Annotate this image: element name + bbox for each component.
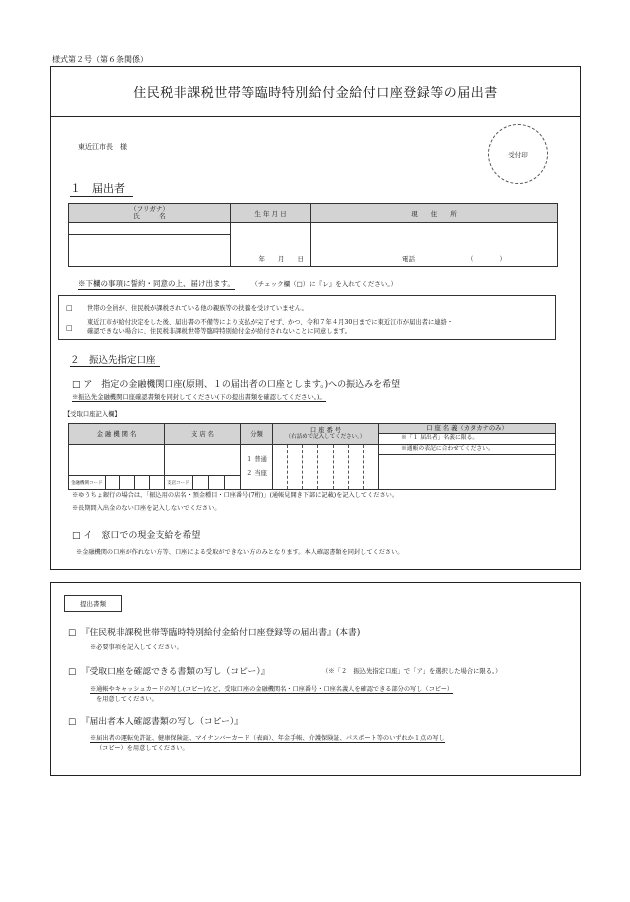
pledge1-text: 世帯の全員が、住民税が課税されている他の親族等の扶養を受けていません。 [87,305,308,312]
form-number: 様式第２号（第６条関係） [52,55,148,64]
phone-paren: （ ） [467,255,507,263]
yucho-note: ※ゆうちょ銀行の場合は、「振込用の店名・預金種目・口座番号(7桁)」(通帳見開き下部に記載)を記入してください。 [72,492,399,499]
account-digit-box[interactable] [317,445,332,489]
bank-code-box[interactable] [149,476,164,489]
doc1-note: ※必要事項を記入してください。 [90,644,183,651]
holder-note1: ※「１ 届出者」名義に限る。 [379,434,555,444]
branch-header: 支 店 名 [165,424,241,445]
branch-code-box[interactable] [224,476,240,489]
type-ordinary[interactable]: １ 普通 [246,455,267,463]
dormant-note: ※長期間入出金のない口座を記入しないでください。 [72,505,221,512]
doc2-condition: （※「２ 振込先指定口座」で「ア」を選択した場合に限る。） [322,668,502,675]
account-hint: （右詰めで記入してください。） [285,434,366,441]
furigana-field[interactable] [69,223,231,235]
furigana-label: （フリガナ） [130,204,169,213]
type-field[interactable] [241,444,273,489]
bank-code-box[interactable] [105,476,120,489]
bank-section-label: 【受取口座記入欄】 [64,411,121,418]
pledge1-checkbox[interactable]: □ [66,304,73,312]
doc3-note [90,733,445,752]
reception-stamp-label: 受付印 [508,151,528,159]
doc2-note-line1: ※通帳やキャッシュカードの写し(コピー)など、受取口座の金融機関名・口座番号・口座名義人を確認できる部分の写し（コピー） [90,686,454,693]
holder-field[interactable] [379,444,556,489]
documents-label: 提出書類 [64,595,122,612]
bank-account-table [68,423,556,490]
doc1-title[interactable]: □ 『住民税非課税世帯等臨時特別給付金給付口座登録等の届出書』(本書) [68,628,361,638]
doc2-title[interactable]: □ 『受取口座を確認できる書類の写し（コピー）』 [68,667,270,677]
pledge2-checkbox[interactable]: □ [66,324,73,332]
type-header: 分類 [241,424,273,445]
branch-field[interactable] [165,444,241,489]
bank-name-field[interactable] [69,444,165,489]
account-number-field[interactable] [273,444,379,489]
account-number-label: 口 座 番 号 [309,426,342,434]
pledge2-text [87,318,555,336]
bank-code-label: 金融機関コード [71,480,103,486]
bank-code-box[interactable] [134,476,149,489]
pledge2-line2: 確認できない場合に、住民税非課税世帯等臨時特別給付金が給付されないことに同意します。 [87,328,351,336]
name-label: 氏 名 [133,212,166,220]
doc2-note [90,684,453,703]
pledge2-line1: 東近江市が給付決定をした後、届出書の不備等により支払が完了せず、かつ、令和７年４月30日までに東近江市が届出者に連絡・ [87,319,454,326]
account-digit-box[interactable] [363,445,378,489]
holder-label: 口 座 名 義（カタカナのみ） [379,424,555,434]
account-digit-cells [273,445,378,489]
holder-header [379,424,556,445]
doc3-note-line1: ※届出者の運転免許証、健康保険証、マイナンバーカード（表面）、年金手帳、介護保険証、パスポート等のいずれか１点の写し [90,735,445,742]
addressee: 東近江市長 様 [78,143,127,151]
section2-heading: ２ 振込先指定口座 [70,352,160,367]
address-field[interactable] [311,223,558,267]
account-number-header [273,424,379,445]
option-b-cash[interactable]: □ イ 窓口での現金支給を希望 [72,531,201,541]
branch-code-label: 支店コード [167,480,190,486]
branch-code-box[interactable] [208,476,224,489]
address-header: 現 住 所 [311,204,558,223]
bank-code-row [69,475,164,489]
bank-code-box[interactable] [119,476,134,489]
branch-code-row [165,475,240,489]
applicant-table [68,203,558,267]
doc2-note-line2: を用意してください。 [96,696,158,703]
branch-code-box[interactable] [192,476,208,489]
account-digit-box[interactable] [348,445,363,489]
phone-label: 電話 [401,255,415,263]
section1-heading: １ 届出者 [70,180,133,197]
account-digit-box[interactable] [333,445,348,489]
option-a-transfer[interactable]: □ ア 指定の金融機関口座(原則、１の届出者の口座とします。)への振込みを希望 [72,380,401,390]
check-instruction: （チェック欄（□）に『レ』を入れてください。） [251,280,397,288]
doc3-title[interactable]: □ 『届出者本人確認書類の写し（コピー）』 [68,717,244,727]
bank-name-header: 金 融 機 関 名 [69,424,165,445]
dob-header: 生 年 月 日 [231,204,311,223]
pledge-notice-text: ※下欄の事項に誓約・同意の上、届け出ます。 [78,279,235,288]
type-current[interactable]: ２ 当座 [246,469,267,477]
doc3-note-line2: （コピー）を用意してください。 [96,745,189,752]
holder-note2: ※通帳の表記に合わせてください。 [379,445,555,455]
name-header [69,204,231,223]
account-digit-box[interactable] [302,445,317,489]
dob-field[interactable]: 年 月 日 [231,223,311,267]
option-a-note: ※振込先金融機関口座確認書類を同封してください(下の提出書類を確認してください。)。 [72,394,326,401]
form-title: 住民税非課税世帯等臨時特別給付金給付口座登録等の届出書 [133,86,498,101]
pledge-notice [78,278,397,289]
account-digit-box[interactable] [273,445,287,489]
option-b-note: ※金融機関の口座が作れない方等、口座による受取ができない方のみとなります。本人確認書類を同封してください。 [76,549,404,556]
account-digit-box[interactable] [287,445,302,489]
name-field[interactable] [69,235,231,267]
